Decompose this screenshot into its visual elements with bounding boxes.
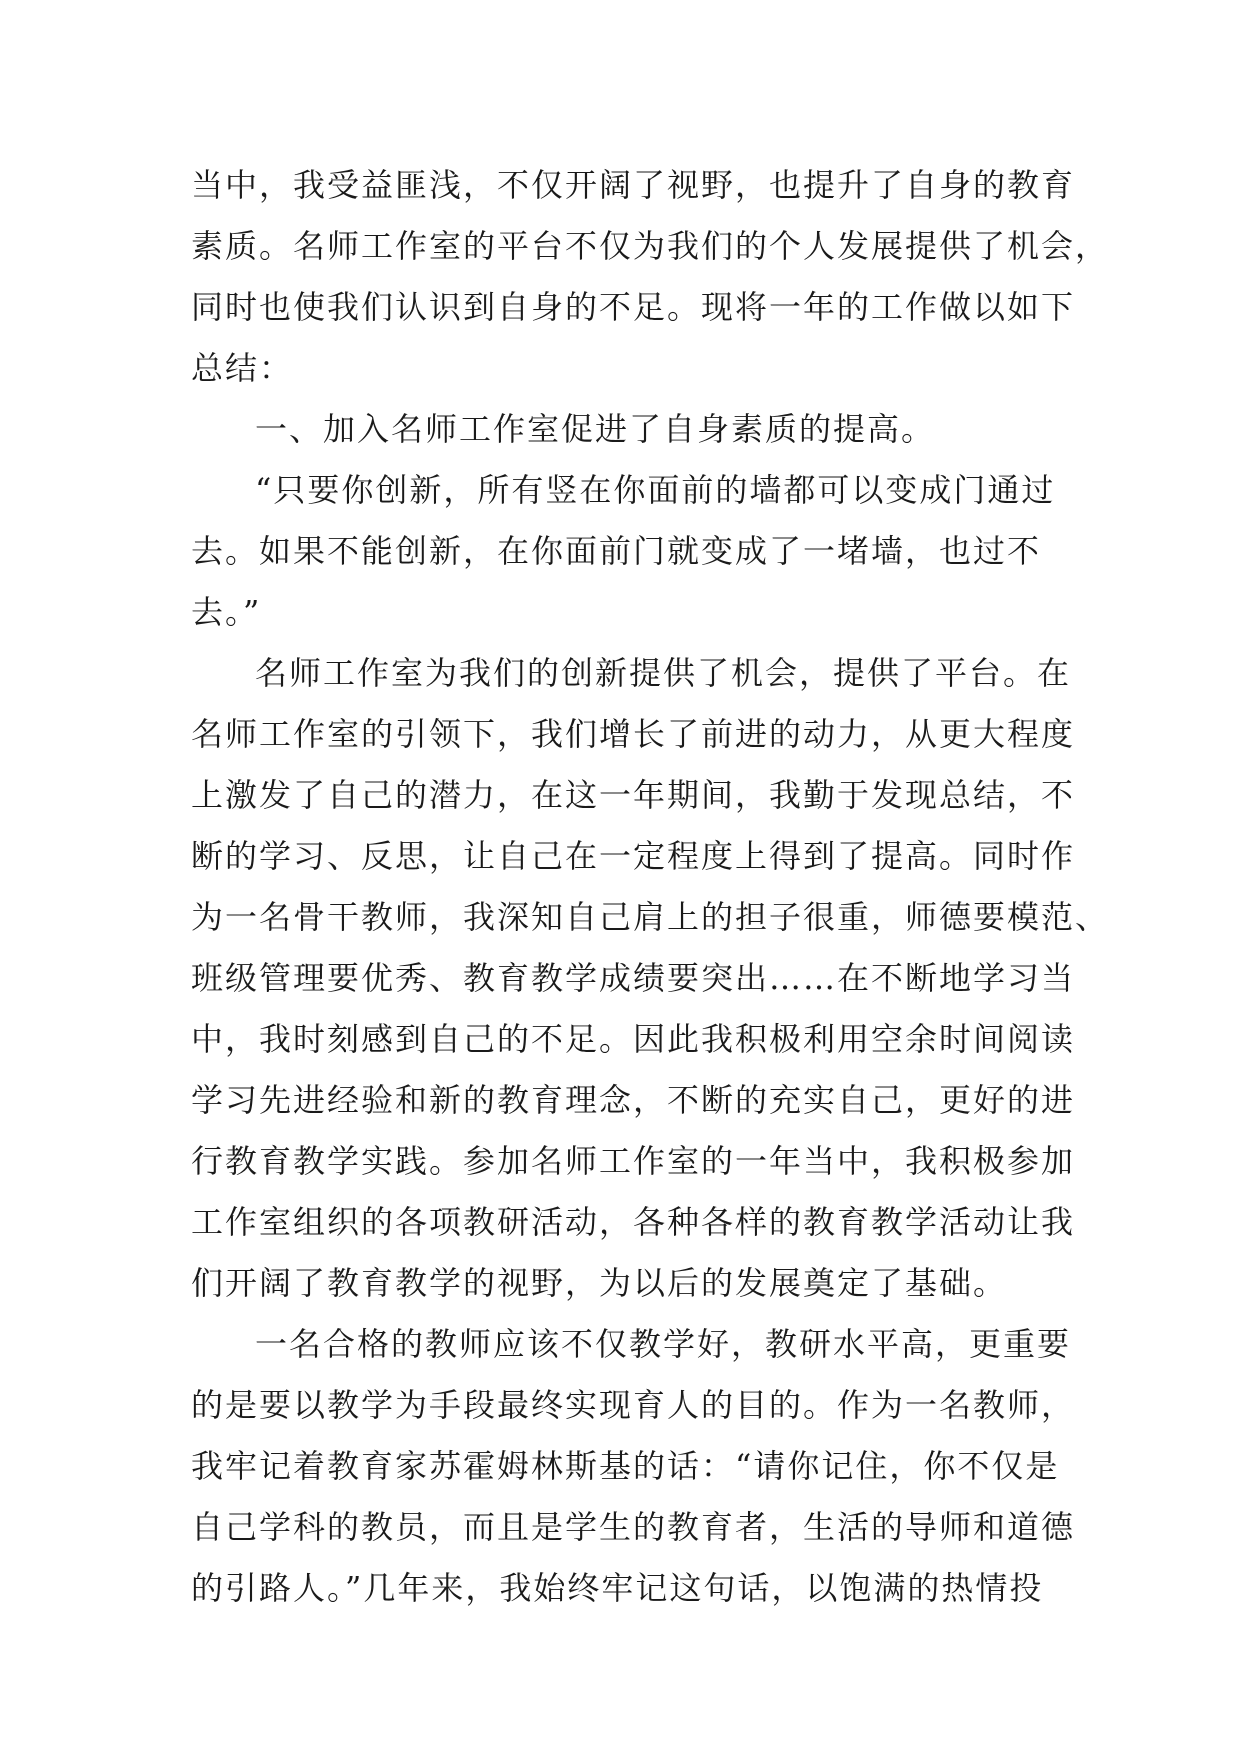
text-line: 上激发了自己的潜力，在这一年期间，我勤于发现总结，不 bbox=[191, 776, 1076, 814]
text-line: 总结： bbox=[191, 349, 294, 387]
text-line: 行教育教学实践。参加名师工作室的一年当中，我积极参加 bbox=[191, 1142, 1076, 1180]
text-line: 素质。名师工作室的平台不仅为我们的个人发展提供了机会， bbox=[191, 227, 1110, 265]
text-line: 工作室组织的各项教研活动，各种各样的教育教学活动让我 bbox=[191, 1203, 1076, 1241]
text-line: 自己学科的教员，而且是学生的教育者，生活的导师和道德 bbox=[191, 1508, 1076, 1546]
text-line: 的是要以教学为手段最终实现育人的目的。作为一名教师， bbox=[191, 1386, 1076, 1424]
quote-line: 去。” bbox=[191, 593, 262, 631]
quote-line: “只要你创新，所有竖在你面前的墙都可以变成门通过 bbox=[255, 471, 1056, 509]
quote-line: 去。如果不能创新，在你面前门就变成了一堵墙，也过不 bbox=[191, 532, 1042, 570]
text-line: 断的学习、反思，让自己在一定程度上得到了提高。同时作 bbox=[191, 837, 1076, 875]
text-line: 的引路人。”几年来，我始终牢记这句话，以饱满的热情投 bbox=[191, 1569, 1044, 1607]
text-line: 我牢记着教育家苏霍姆林斯基的话：“请你记住，你不仅是 bbox=[191, 1447, 1060, 1485]
text-line: 中，我时刻感到自己的不足。因此我积极利用空余时间阅读 bbox=[191, 1020, 1076, 1058]
text-line: 班级管理要优秀、教育教学成绩要突出……在不断地学习当 bbox=[191, 959, 1076, 997]
text-line: 一名合格的教师应该不仅教学好，教研水平高，更重要 bbox=[255, 1325, 1072, 1363]
text-line: 学习先进经验和新的教育理念，不断的充实自己，更好的进 bbox=[191, 1081, 1076, 1119]
section-heading: 一、加入名师工作室促进了自身素质的提高。 bbox=[255, 410, 936, 448]
document-body bbox=[191, 155, 1110, 1619]
text-line: 为一名骨干教师，我深知自己肩上的担子很重，师德要模范、 bbox=[191, 898, 1110, 936]
text-line: 当中，我受益匪浅，不仅开阔了视野，也提升了自身的教育 bbox=[191, 166, 1076, 204]
text-line: 名师工作室为我们的创新提供了机会，提供了平台。在 bbox=[255, 654, 1072, 692]
text-line: 名师工作室的引领下，我们增长了前进的动力，从更大程度 bbox=[191, 715, 1076, 753]
text-line: 们开阔了教育教学的视野，为以后的发展奠定了基础。 bbox=[191, 1264, 1008, 1302]
text-line: 同时也使我们认识到自身的不足。现将一年的工作做以如下 bbox=[191, 288, 1076, 326]
